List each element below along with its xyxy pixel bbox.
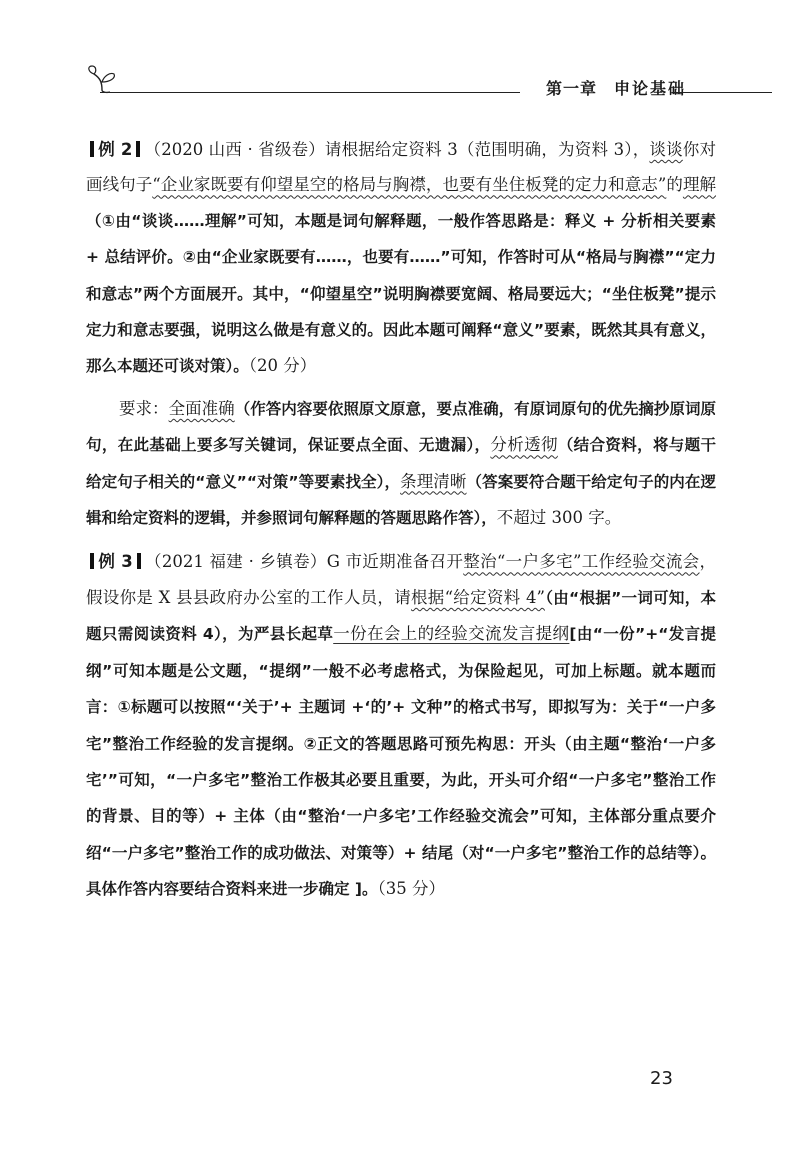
example-2-score: （20 分）	[248, 356, 317, 376]
requirement-1: 全面准确	[168, 398, 235, 418]
example-2-of: 的	[666, 175, 683, 195]
example-3-middle: ，假设你是 X 县县政府办公室的工作人员，请	[86, 552, 716, 607]
example-2-verb: 谈谈	[649, 140, 683, 159]
requirement-3: 条理清晰	[400, 471, 467, 491]
example-3-topic: 整治“一户多宅”工作经验交流会	[463, 552, 700, 572]
example-3-basis: 根据“给定资料 4”	[411, 587, 545, 607]
example-2-source: （2020 山西 · 省级卷）请根据给定资料 3（范围明确，为资料 3），	[144, 140, 650, 159]
page-header	[0, 0, 800, 110]
requirements-limit: 不超过 300 字。	[496, 508, 622, 528]
chapter-title: 申论基础	[614, 79, 687, 98]
requirements-prefix: 要求：	[119, 398, 169, 418]
header-rule-left	[100, 92, 520, 93]
page-body	[86, 130, 716, 908]
example-2-lead: 你对画线句子	[86, 140, 716, 195]
header-rule-right	[672, 92, 772, 93]
example-3-paragraph	[86, 544, 716, 907]
example-3-source: （2021 福建 · 乡镇卷）G 市近期准备召开	[144, 552, 464, 572]
tag-bar-left	[90, 141, 94, 157]
requirement-2-note: （结合资料，将与题干给定句子相关的“意义”“对策”等要素找全），	[86, 436, 716, 491]
chapter-label: 第一章	[546, 79, 598, 98]
example-3-score: （35 分）	[377, 879, 445, 899]
requirement-1-note: （作答内容要依照原文原意，要点准确，有原词原句的优先摘抄原词原句，在此基础上要多写关键词，保证要点全面、无遗漏），	[86, 399, 717, 455]
tag-bar-left	[90, 553, 94, 569]
example-3-tag: 例 3	[98, 552, 133, 572]
tag-bar-right	[137, 553, 141, 569]
example-2-tag: 例 2	[98, 140, 133, 159]
sprout-icon	[84, 60, 120, 96]
example-2-paragraph	[86, 132, 716, 385]
page-number: 23	[650, 1068, 673, 1089]
requirements-paragraph	[86, 391, 716, 537]
requirement-3-note: （答案要符合题干给定句子的内在逻辑和给定资料的逻辑，并参照词句解释题的答题思路作答），	[86, 472, 716, 528]
example-3-note: （由“根据”一词可知，本题只需阅读资料 4），为严县长起草	[86, 588, 716, 644]
tag-bar-right	[136, 141, 140, 157]
requirement-2: 分析透彻	[490, 435, 558, 455]
example-2-quote: “企业家既要有仰望星空的格局与胸襟，也要有坐住板凳的定力和意志”	[152, 175, 667, 195]
example-2-understand: 理解	[682, 175, 717, 195]
example-3-analysis: [由“一份”+“发言提纲”可知本题是公文题，“提纲”一般不必考虑格式，为保险起见，可加上标题。就本题而言：①标题可以按照“‘关于’+ 主题词 +‘的’+ 文种”的格式书写，即拟写为：关于“一户多宅”整治工作经验的发言提纲。②正文的答题思路可预先构思：开头（由主题“整治‘一户多宅’”可知，“一户多宅”整治工作极其必要且重要，为此，开头可介绍“一户多宅”整治工作的背景、目的等）+ 主体（由“整治‘一户多宅’工作经验交流会”可知，主体部分重点要介绍“一户多宅”整治工作的成功做法、对策等）+ 结尾（对“一户多宅”整治工作的总结等）。具体作答内容要结合资料来进一步确定 ]。	[86, 625, 716, 899]
example-3-task: 一份在会上的经验交流发言提纲	[333, 624, 570, 644]
example-2-analysis: （①由“谈谈……理解”可知，本题是词句解释题，一般作答思路是：释义 + 分析相关要素 + 总结评价。②由“企业家既要有……，也要有……”可知，作答时可从“格局与胸襟”“定力和意志”两个方面展开。其中，“仰望星空”说明胸襟要宽阔、格局要远大；“坐住板凳”提示定力和意志要强，说明这么做是有意义的。因此本题可阐释“意义”要素，既然其具有意义，那么本题还可谈对策）。	[86, 211, 716, 376]
